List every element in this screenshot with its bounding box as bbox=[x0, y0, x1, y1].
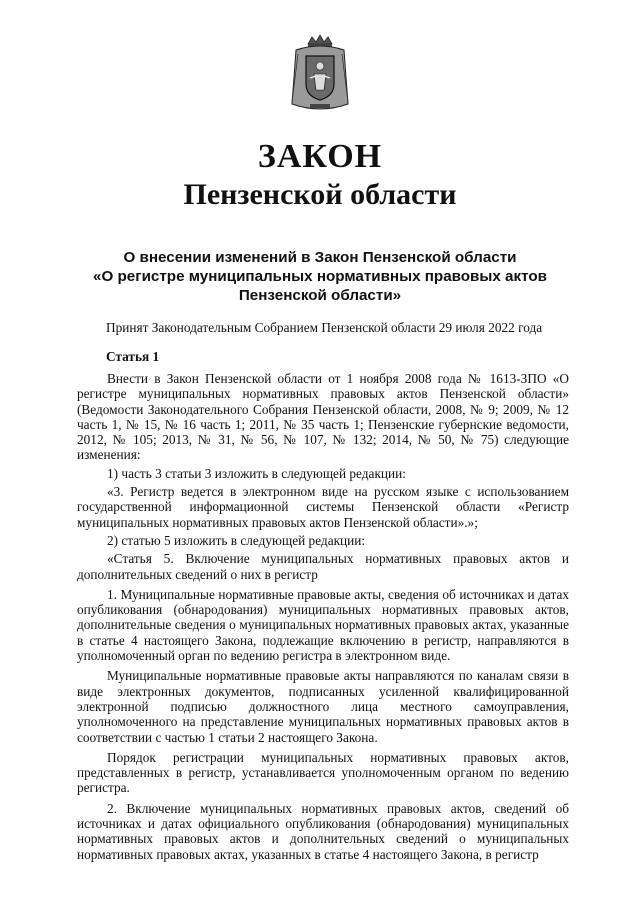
subject-line: Пензенской области» bbox=[238, 287, 402, 304]
article-body bbox=[77, 371, 569, 862]
law-subject bbox=[60, 248, 580, 305]
coat-of-arms-icon bbox=[288, 34, 352, 114]
adoption-line: Принят Законодательным Собранием Пензенской области 29 июля 2022 года bbox=[106, 320, 543, 335]
paragraph: 1) часть 3 статьи 3 изложить в следующей редакции: bbox=[107, 465, 406, 481]
paragraph: 1. Муниципальные нормативные правовые акты, сведения об источниках и датах опубликования (обнародования) муниципальных нормативных правовых актов, дополнительные сведения о муниципальных нормативных правовых актах, указанные в статье 4 настоящего Закона, подлежащие включению в регистр, направляются в уполномоченный орган по ведению регистра в электронном виде. bbox=[77, 586, 569, 664]
paragraph: 2. Включение муниципальных нормативных правовых актов, сведений об источниках и датах официального опубликования (обнародования) муниципальных нормативных правовых актов и дополнительных сведений о муниципальных нормативных правовых актах, указанных в статье 4 настоящего Закона, в регистр bbox=[77, 800, 569, 862]
paragraph: Внести в Закон Пензенской области от 1 ноября 2008 года № 1613-ЗПО «О регистре муниципальных нормативных правовых актов Пензенской области» (Ведомости Законодательного Собрания Пензенской области, 2008, № 9; 2009, № 12 часть 1, № 15, № 16 часть 1; 2011, № 35 часть 1; Пензенские губернские ведомости, 2012, № 105; 2013, № 31, № 56, № 107, № 132; 2014, № 50, № 75) следующие изменения: bbox=[77, 371, 569, 463]
document-type-title: ЗАКОН bbox=[257, 138, 383, 175]
paragraph: Муниципальные нормативные правовые акты направляются по каналам связи в виде электронных документов, подписанных усиленной квалифицированной электронной подписью должностного лица местного самоуправления, уполномоченного на представление муниципальных нормативных правовых актов в соответствии с частью 1 статьи 2 настоящего Закона. bbox=[77, 668, 569, 745]
article-heading: Статья 1 bbox=[106, 349, 160, 364]
paragraph: 2) статью 5 изложить в следующей редакции: bbox=[107, 532, 366, 548]
subject-line: О внесении изменений в Закон Пензенской области bbox=[123, 249, 517, 266]
paragraph: Порядок регистрации муниципальных нормативных правовых актов, представленных в регистр, устанавливается уполномоченным органом по ведению регистра. bbox=[77, 749, 569, 796]
region-title: Пензенской области bbox=[183, 178, 457, 211]
paragraph: «Статья 5. Включение муниципальных нормативных правовых актов и дополнительных сведений о них в регистр bbox=[77, 551, 569, 582]
subject-line: «О регистре муниципальных нормативных правовых актов bbox=[93, 268, 547, 285]
paragraph: «3. Регистр ведется в электронном виде на русском языке с использованием государственной информационной системы Пензенской области «Регистр муниципальных нормативных правовых актов Пензенской области».»; bbox=[77, 484, 569, 530]
